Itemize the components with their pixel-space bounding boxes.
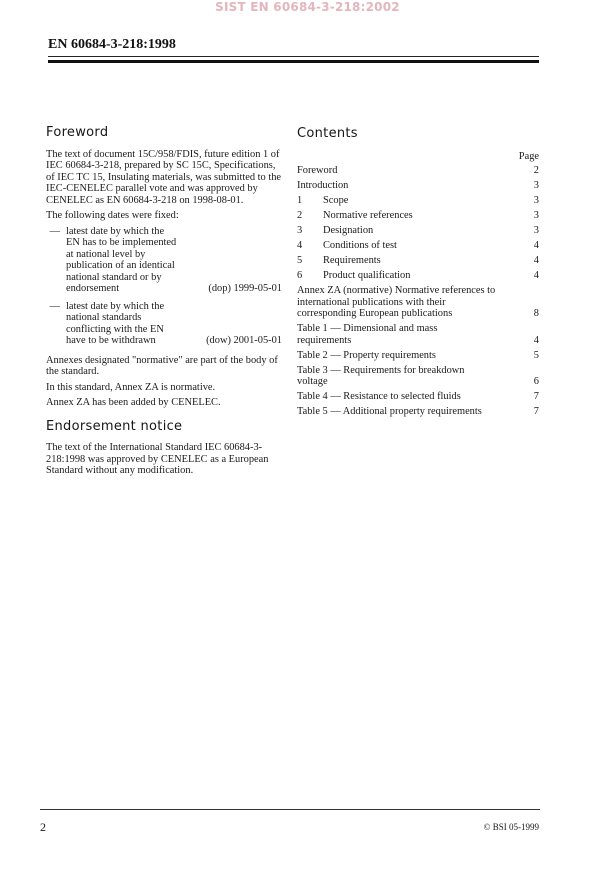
date-line: endorsement: [66, 283, 120, 294]
toc-entry-page: 3: [533, 210, 539, 221]
foreword-paragraph: The text of document 15C/958/FDIS, future edition 1 of IEC 60684-3-218, prepared by SC 15C, Specifications, of IEC TC 15, Insulating materials, was submitted to the IEC-CENELEC parallel vote and was approved by CENELEC as EN 60684-3-218 on 1998-08-01.: [46, 148, 282, 206]
toc-entry-number: 5: [297, 255, 303, 266]
date-line: EN has to be implemented: [66, 237, 177, 248]
date-line: conflicting with the EN: [66, 323, 164, 335]
toc-entry[interactable]: [297, 165, 539, 177]
toc-entry-page: 5: [533, 349, 539, 361]
date-item-dow: [46, 301, 282, 347]
toc-entry-page: 7: [533, 406, 539, 417]
date-line: national standard or by: [66, 271, 162, 283]
toc-entry-page: 3: [533, 180, 539, 191]
annex-note: Annexes designated "normative" are part of the body of the standard.: [46, 354, 278, 377]
toc-entry-text: Requirements: [323, 255, 381, 266]
toc-entry-text: Table 3 — Requirements for breakdown voltage: [297, 364, 465, 387]
contents-heading: Contents: [297, 126, 358, 141]
toc-entry-page: 4: [533, 240, 539, 251]
toc-entry-text: Introduction: [297, 180, 349, 191]
copyright-notice: © BSI 05-1999: [483, 822, 539, 832]
toc-entry-text: Designation: [323, 225, 374, 236]
page-column-label: Page: [518, 150, 539, 162]
right-column: [297, 128, 539, 421]
date-line: at national level by: [66, 248, 146, 260]
toc-entry-number: 6: [297, 270, 303, 281]
toc-entry[interactable]: [297, 255, 539, 267]
toc-entry-text: Annex ZA (normative) Normative references to international publications with their corresponding European publications: [297, 285, 496, 319]
date-line: latest date by which the: [66, 300, 165, 312]
toc-entry-number: 2: [297, 210, 303, 221]
toc-entry[interactable]: [297, 285, 539, 320]
toc-entry-text: Conditions of test: [323, 240, 397, 251]
toc-entry-text: Table 5 — Additional property requirements: [297, 406, 482, 417]
left-column: [46, 127, 282, 481]
document-id: EN 60684-3-218:1998: [48, 37, 176, 52]
toc-entry-text: Table 2 — Property requirements: [297, 349, 436, 361]
header-rule-thick: [48, 60, 539, 63]
toc-entry-page: 2: [533, 165, 539, 176]
toc-entry-page: 7: [533, 391, 539, 402]
toc-entry[interactable]: [297, 210, 539, 222]
toc-entry-page: 4: [533, 255, 539, 266]
toc-entry-text: Normative references: [323, 210, 413, 221]
page-number: 2: [40, 820, 46, 834]
toc-entry[interactable]: [297, 350, 539, 362]
toc-entry[interactable]: [297, 270, 539, 282]
toc-entry[interactable]: [297, 240, 539, 252]
toc-entry[interactable]: [297, 391, 539, 403]
watermark: SIST EN 60684-3-218:2002: [215, 0, 400, 14]
toc-entry[interactable]: [297, 195, 539, 207]
toc-entry-page: 6: [533, 376, 539, 387]
toc-entry-number: 1: [297, 195, 303, 206]
toc-entry[interactable]: [297, 323, 539, 346]
date-line: publication of an identical: [66, 260, 175, 271]
endorsement-heading: Endorsement notice: [46, 418, 183, 434]
annex-normative-note: In this standard, Annex ZA is normative.: [46, 381, 216, 393]
toc-entry-text: Foreword: [297, 165, 338, 176]
toc-entry-text: Table 4 — Resistance to selected fluids: [297, 391, 461, 402]
toc-entry-text: Scope: [323, 195, 349, 206]
endorsement-text: The text of the International Standard IEC 60684-3-218:1998 was approved by CENELEC as a European Standard without any modification.: [46, 442, 269, 476]
toc-entry-number: 3: [297, 225, 303, 236]
dash-bullet: —: [49, 300, 60, 312]
toc-entry[interactable]: [297, 180, 539, 192]
footer-rule: [40, 809, 540, 810]
annex-added-note: Annex ZA has been added by CENELEC.: [46, 397, 221, 408]
toc-entry-page: 4: [533, 334, 539, 346]
header-rule-thin: [48, 56, 539, 57]
toc-entry-text: Table 1 — Dimensional and mass requirements: [297, 323, 438, 346]
toc-entry[interactable]: [297, 365, 539, 388]
date-item-dop: [46, 226, 282, 295]
foreword-heading: Foreword: [46, 125, 109, 140]
toc-entry-page: 4: [533, 270, 539, 281]
toc-entry[interactable]: [297, 225, 539, 237]
toc-entry[interactable]: [297, 406, 539, 418]
toc-entry-page: 3: [533, 195, 539, 206]
dash-bullet: —: [49, 225, 60, 237]
date-line: national standards: [66, 312, 142, 323]
toc-entry-page: 3: [533, 225, 539, 236]
date-line: latest date by which the: [66, 225, 165, 237]
toc-entry-page: 8: [533, 308, 539, 319]
date-code-dow: (dow) 2001-05-01: [206, 335, 282, 346]
date-code-dop: (dop) 1999-05-01: [208, 283, 282, 294]
toc-entry-text: Product qualification: [323, 270, 411, 281]
dates-intro: The following dates were fixed:: [46, 210, 179, 221]
toc-entry-number: 4: [297, 240, 303, 251]
date-line: have to be withdrawn: [66, 335, 156, 346]
